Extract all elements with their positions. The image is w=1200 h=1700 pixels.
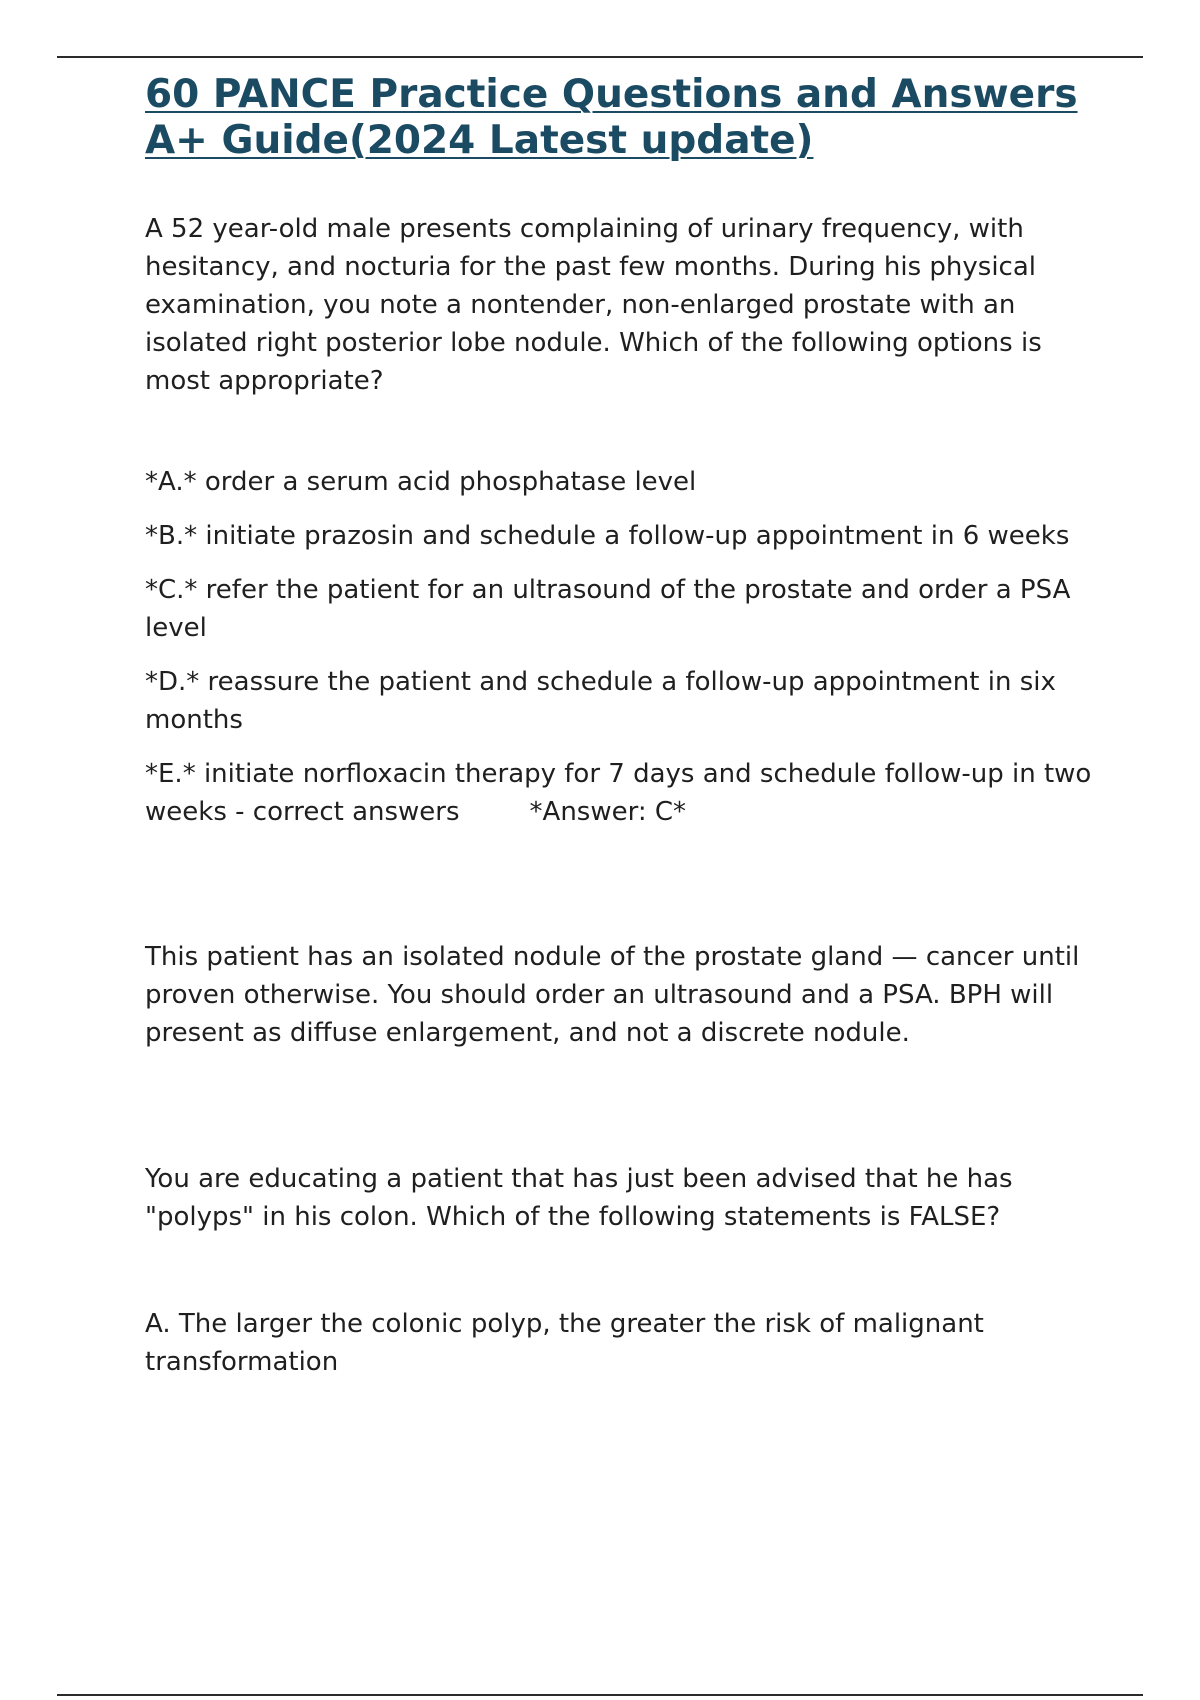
top-rule [57, 56, 1143, 58]
bottom-rule [57, 1694, 1143, 1696]
question-1-option-d: *D.* reassure the patient and schedule a follow-up appointment in six months [145, 667, 1056, 735]
question-1-option-e-text: *E.* initiate norfloxacin therapy for 7 days and schedule follow-up in two weeks - correct answers [145, 759, 1092, 827]
question-1-explanation [145, 938, 1095, 1052]
question-1-option-c: *C.* refer the patient for an ultrasound of the prostate and order a PSA level [145, 575, 1071, 643]
question-2-stem-text: You are educating a patient that has just been advised that he has "polyps" in his colon. Which of the following statements is FALSE? [145, 1164, 1013, 1232]
question-1-explanation-text: This patient has an isolated nodule of the prostate gland — cancer until proven otherwise. You should order an ultrasound and a PSA. BPH will present as diffuse enlargement, and not a discrete nodule. [145, 942, 1080, 1048]
question-2-stem [145, 1160, 1095, 1236]
question-1-stem [145, 210, 1095, 400]
question-2-options [145, 1305, 1095, 1381]
page-title: 60 PANCE Practice Questions and Answers A+ Guide(2024 Latest update) [145, 72, 1078, 163]
question-2-option-a: A. The larger the colonic polyp, the greater the risk of malignant transformation [145, 1309, 984, 1377]
question-1-option-a: *A.* order a serum acid phosphatase level [145, 467, 697, 497]
question-1-stem-text: A 52 year-old male presents complaining of urinary frequency, with hesitancy, and nocturia for the past few months. During his physical examination, you note a nontender, non-enlarged prostate with an isolated right posterior lobe nodule. Which of the following options is most appropriate? [145, 214, 1042, 396]
question-1-option-e [145, 755, 1095, 831]
question-1-options [145, 463, 1095, 847]
question-1-option-b: *B.* initiate prazosin and schedule a follow-up appointment in 6 weeks [145, 521, 1070, 551]
question-1-answer: *Answer: C* [529, 797, 687, 827]
